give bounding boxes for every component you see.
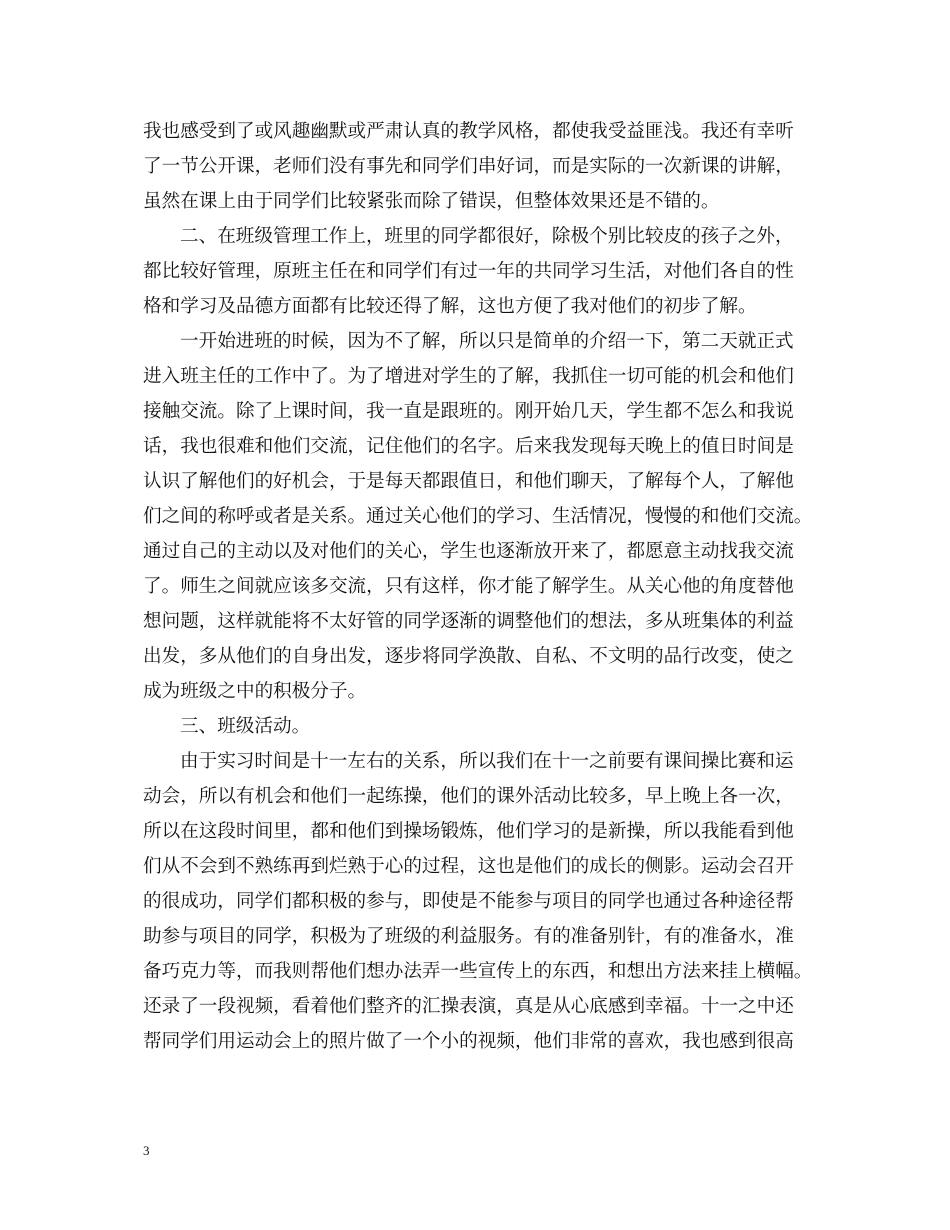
text-line: 我也感受到了或风趣幽默或严肃认真的教学风格，都使我受益匪浅。我还有幸听 <box>143 121 794 142</box>
text-line: 了。师生之间就应该多交流，只有这样，你才能了解学生。从关心他的角度替他 <box>143 576 794 597</box>
text-line: 所以在这段时间里，都和他们到操场锻炼，他们学习的是新操，所以我能看到他 <box>143 821 794 842</box>
text-line: 格和学习及品德方面都有比较还得了解，这也方便了我对他们的初步了解。 <box>143 296 757 317</box>
text-line: 动会，所以有机会和他们一起练操，他们的课外活动比较多，早上晚上各一次， <box>143 786 794 807</box>
text-line: 们之间的称呼或者是关系。通过关心他们的学习、生活情况，慢慢的和他们交流。 <box>143 506 813 527</box>
text-line: 想问题，这样就能将不太好管的同学逐渐的调整他们的想法，多从班集体的利益 <box>143 611 794 632</box>
text-line: 虽然在课上由于同学们比较紧张而除了错误，但整体效果还是不错的。 <box>143 191 720 212</box>
paragraph-getting-to-know-students <box>143 324 815 709</box>
text-line: 通过自己的主动以及对他们的关心，学生也逐渐放开来了，都愿意主动找我交流 <box>143 541 794 562</box>
text-line: 了一节公开课，老师们没有事先和同学们串好词，而是实际的一次新课的讲解， <box>143 156 794 177</box>
text-line: 进入班主任的工作中了。为了增进对学生的了解，我抓住一切可能的机会和他们 <box>143 366 794 387</box>
text-line: 备巧克力等，而我则帮他们想办法弄一些宣传上的东西，和想出方法来挂上横幅。 <box>143 961 813 982</box>
text-line: 接触交流。除了上课时间，我一直是跟班的。刚开始几天，学生都不怎么和我说 <box>143 401 794 422</box>
text-line: 们从不会到不熟练再到烂熟于心的过程，这也是他们的成长的侧影。运动会召开 <box>143 856 794 877</box>
text-line: 认识了解他们的好机会，于是每天都跟值日，和他们聊天，了解每个人，了解他 <box>143 471 794 492</box>
text-line: 的很成功，同学们都积极的参与，即使是不能参与项目的同学也通过各种途径帮 <box>143 891 794 912</box>
text-line: 帮同学们用运动会上的照片做了一个小的视频，他们非常的喜欢，我也感到很高 <box>143 1031 794 1052</box>
text-line: 话，我也很难和他们交流，记住他们的名字。后来我发现每天晚上的值日时间是 <box>143 436 794 457</box>
text-line: 助参与项目的同学，积极为了班级的利益服务。有的准备别针，有的准备水，准 <box>143 926 794 947</box>
text-line: 三、班级活动。 <box>180 716 311 737</box>
page-body <box>143 114 815 1059</box>
text-line: 还录了一段视频，看着他们整齐的汇操表演，真是从心底感到幸福。十一之中还 <box>143 996 794 1017</box>
text-line: 都比较好管理，原班主任在和同学们有过一年的共同学习生活，对他们各自的性 <box>143 261 794 282</box>
paragraph-continuation <box>143 114 815 219</box>
section-heading-class-activities <box>143 709 815 744</box>
text-line: 一开始进班的时候，因为不了解，所以只是简单的介绍一下，第二天就正式 <box>180 331 794 352</box>
page-number: 3 <box>143 1143 150 1158</box>
text-line: 二、在班级管理工作上，班里的同学都很好，除极个别比较皮的孩子之外， <box>180 226 794 247</box>
paragraph-class-activities <box>143 744 815 1059</box>
text-line: 成为班级之中的积极分子。 <box>143 681 367 702</box>
text-line: 出发，多从他们的自身出发，逐步将同学涣散、自私、不文明的品行改变，使之 <box>143 646 794 667</box>
text-line: 由于实习时间是十一左右的关系，所以我们在十一之前要有课间操比赛和运 <box>180 751 794 772</box>
paragraph-class-management <box>143 219 815 324</box>
